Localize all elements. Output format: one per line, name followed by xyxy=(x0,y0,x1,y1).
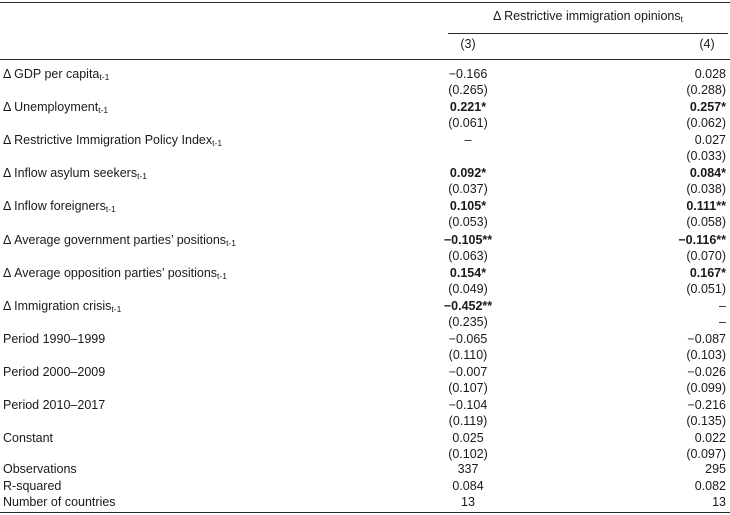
row-label-subscript: t-1 xyxy=(105,204,116,215)
coef-col3: −0.105** xyxy=(443,232,493,247)
se-col3: (0.053) xyxy=(448,215,488,230)
stat-label: Number of countries xyxy=(3,495,116,509)
stat-label: R-squared xyxy=(3,478,62,493)
se-col3: (0.037) xyxy=(448,182,488,197)
row-label-subscript: t-1 xyxy=(226,237,236,248)
coef-col3: −0.452** xyxy=(443,298,493,313)
coef-col4: 0.167* xyxy=(689,265,726,280)
coef-col4: −0.026 xyxy=(687,364,726,379)
stat-col3: 13 xyxy=(461,495,475,509)
se-col4: (0.058) xyxy=(686,215,726,230)
coef-col3: 0.221* xyxy=(449,100,487,115)
coef-col3: −0.065 xyxy=(448,331,488,346)
row-label-text: Δ Average opposition parties’ positions xyxy=(3,265,218,280)
coef-col4: 0.111** xyxy=(686,199,726,214)
coef-col4: −0.087 xyxy=(687,331,726,346)
coef-col4: −0.216 xyxy=(687,398,726,412)
stat-col4: 295 xyxy=(705,462,726,476)
se-col3: (0.061) xyxy=(448,116,488,131)
row-label-subscript: t-1 xyxy=(98,105,109,116)
row-label-text: Δ Immigration crisis xyxy=(3,298,112,313)
se-col4: (0.033) xyxy=(686,149,726,164)
se-col4: (0.062) xyxy=(686,116,726,131)
stat-col3: 0.084 xyxy=(452,478,484,493)
coef-col4: 0.084* xyxy=(689,166,726,181)
se-col4: (0.070) xyxy=(686,248,726,263)
se-col3: (0.235) xyxy=(448,314,488,329)
coef-col3: 0.105* xyxy=(449,199,487,214)
se-col3: (0.102) xyxy=(448,447,488,462)
coef-col3: −0.166 xyxy=(448,67,488,81)
row-label-text: Δ Unemployment xyxy=(3,100,99,115)
row-label-text: Δ Inflow asylum seekers xyxy=(3,166,138,181)
bottom-rule xyxy=(0,512,730,513)
se-col4: (0.135) xyxy=(686,414,726,428)
row-label-text: Δ Inflow foreigners xyxy=(3,199,106,214)
coef-col3: – xyxy=(464,133,472,148)
coef-col4: 0.257* xyxy=(689,100,726,115)
row-label-text: Period 2010–2017 xyxy=(3,398,106,412)
row-label-subscript: t-1 xyxy=(217,270,227,281)
row-label xyxy=(3,166,147,180)
stat-col3: 337 xyxy=(457,462,479,476)
column-header-4: (4) xyxy=(699,37,715,51)
se-col3: (0.049) xyxy=(448,281,488,296)
row-label-text: Period 1990–1999 xyxy=(3,331,106,346)
se-col4: (0.097) xyxy=(686,447,726,462)
coef-col3: 0.154* xyxy=(449,265,487,280)
row-label-text: Δ Average government parties’ positions xyxy=(3,232,227,247)
row-label-text: Period 2000–2009 xyxy=(3,364,106,379)
coef-col4: 0.028 xyxy=(694,67,726,81)
row-label-text: Δ Restrictive Immigration Policy Index xyxy=(3,133,213,148)
se-col3: (0.107) xyxy=(448,380,488,395)
se-col3: (0.110) xyxy=(448,347,488,362)
row-label xyxy=(3,133,222,147)
coef-col3: −0.007 xyxy=(448,364,488,379)
row-label-subscript: t-1 xyxy=(111,303,122,314)
row-label xyxy=(3,199,116,213)
coef-col3: 0.025 xyxy=(452,431,484,446)
se-col3: (0.119) xyxy=(448,414,488,428)
row-label-subscript: t-1 xyxy=(99,72,110,82)
row-label xyxy=(3,365,105,379)
row-label-subscript: t-1 xyxy=(212,138,223,149)
group-header: Δ Restrictive immigration opinions$_t$ xyxy=(493,9,683,24)
row-label xyxy=(3,299,121,313)
coef-col4: −0.116** xyxy=(678,232,726,247)
coef-col4: – xyxy=(719,298,726,313)
row-label-text: Constant xyxy=(3,431,54,446)
stat-col4: 0.082 xyxy=(694,478,726,493)
group-header-rule xyxy=(448,33,728,34)
se-col3: (0.063) xyxy=(448,248,488,263)
se-col4: (0.038) xyxy=(686,182,726,197)
coef-col3: 0.092* xyxy=(449,166,487,181)
top-rule xyxy=(0,2,730,3)
se-col4: (0.103) xyxy=(686,347,726,362)
row-label xyxy=(3,266,227,280)
row-label-subscript: t-1 xyxy=(137,171,148,182)
coef-col3: −0.104 xyxy=(448,398,488,412)
se-col4: (0.051) xyxy=(686,281,726,296)
row-label xyxy=(3,332,105,346)
stat-col4: 13 xyxy=(712,495,726,509)
row-label xyxy=(3,431,53,445)
coef-col4: 0.022 xyxy=(694,431,726,446)
se-col4: – xyxy=(719,314,726,329)
row-label xyxy=(3,100,108,114)
row-label xyxy=(3,398,105,412)
column-header-3: (3) xyxy=(460,37,476,51)
row-label xyxy=(3,233,236,247)
row-label-text: Δ GDP per capita xyxy=(3,67,100,81)
row-label xyxy=(3,67,109,81)
coef-col4: 0.027 xyxy=(694,133,726,148)
se-col3: (0.265) xyxy=(448,83,488,97)
se-col4: (0.099) xyxy=(686,380,726,395)
se-col4: (0.288) xyxy=(686,83,726,97)
stat-label: Observations xyxy=(3,462,77,476)
header-rule xyxy=(0,59,730,60)
